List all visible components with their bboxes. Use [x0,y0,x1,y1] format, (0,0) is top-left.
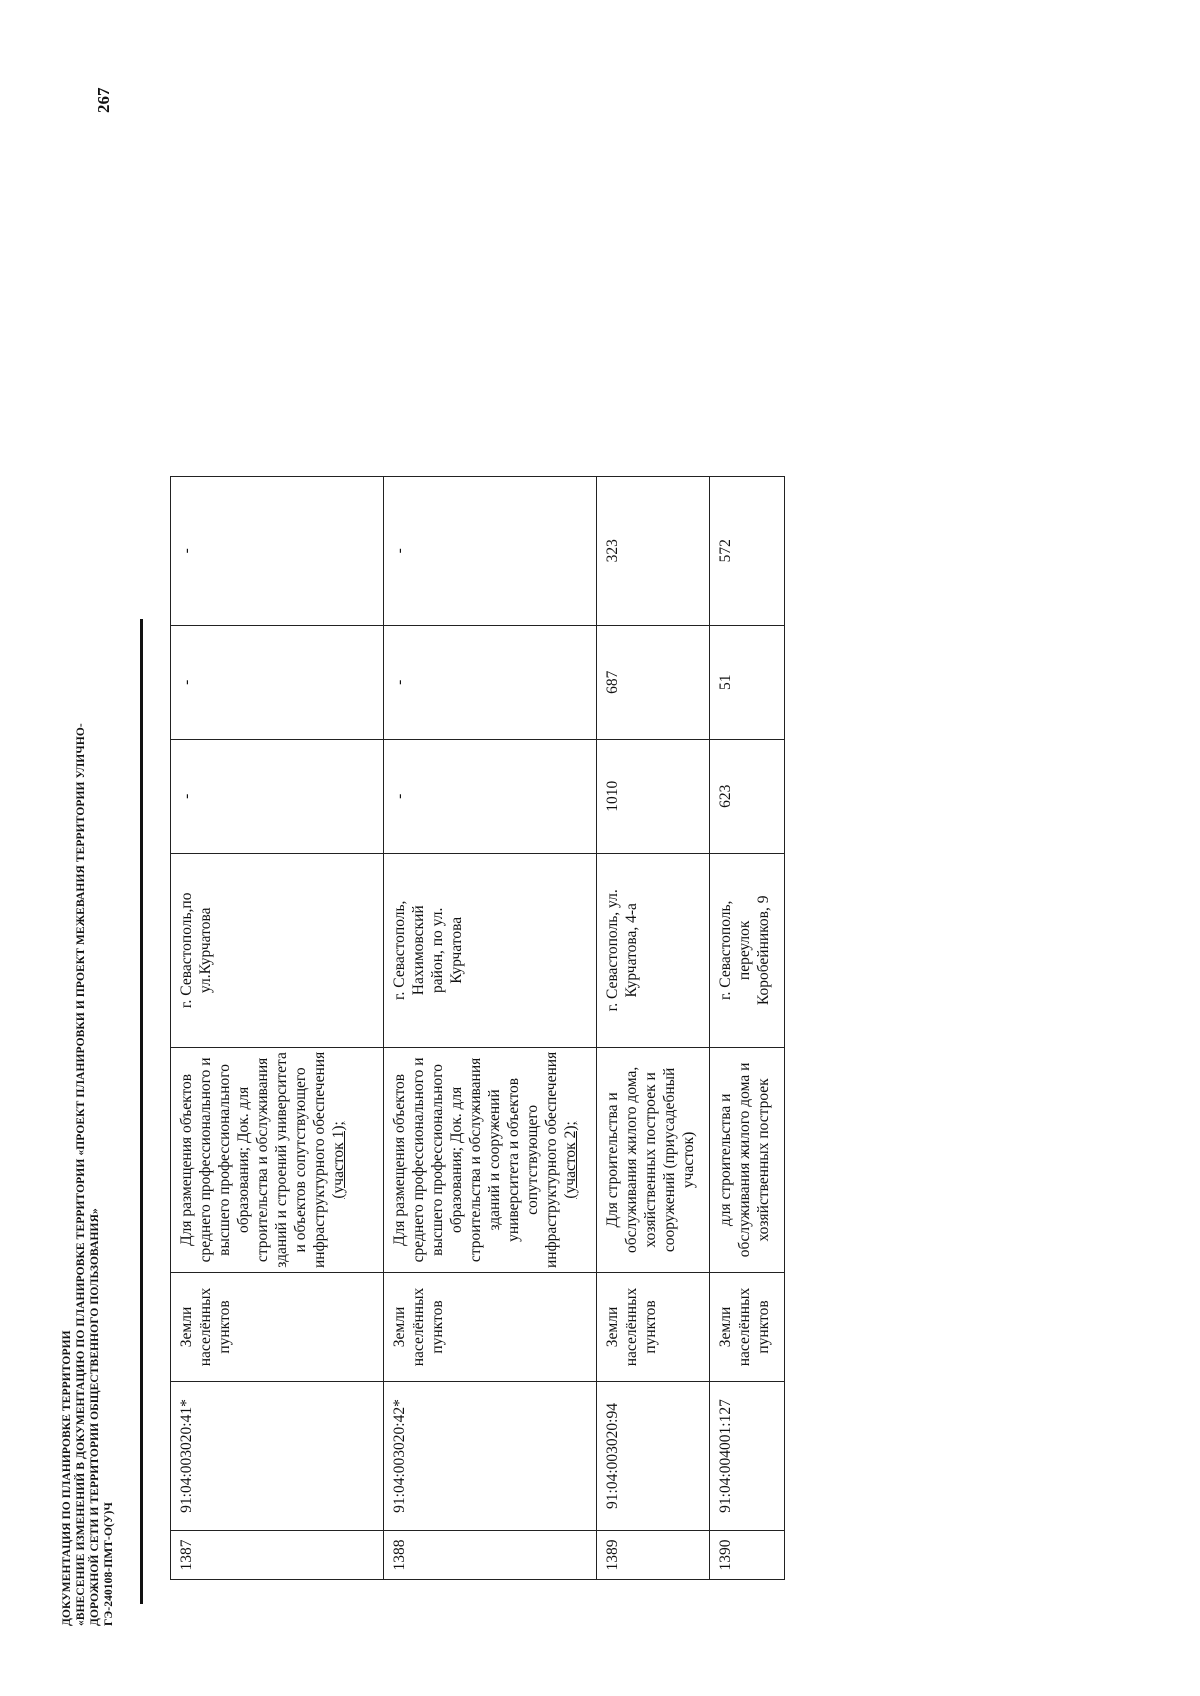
area-included-cell-text: - [391,679,408,685]
address-cell-line: Коробейников, 9 [755,895,772,1006]
permitted-use-cell-line: для строительства и [717,1093,734,1227]
permitted-use-cell-line: среднего профессионального и [410,1057,427,1263]
permitted-use-cell-line: хозяйственных построек и [642,1072,659,1248]
cadastral-number-cell-text: 91:04:003020:42* [391,1399,408,1513]
header-line: ГЭ-240108-ПМТ-О(У)Ч [103,1502,115,1626]
row-number-cell-text: 1388 [391,1539,408,1571]
address-cell-line: Нахимовский [410,905,427,996]
permitted-use-cell-line: Для строительства и [604,1092,621,1228]
address-cell [597,853,710,1047]
area-included-cell-text: 687 [604,670,621,694]
permitted-use-cell-line: среднего профессионального и [197,1057,214,1263]
land-category-cell-line: Земли [391,1306,408,1348]
land-category-cell-line: населённых [623,1287,640,1367]
address-cell-line: район, по ул. [429,907,446,993]
area-remaining-cell-text: 572 [717,539,734,563]
land-category-cell-line: Земли [178,1306,195,1348]
area-remaining-cell [171,476,384,625]
area-total-cell-text: 1010 [604,780,621,812]
permitted-use-cell-line: (участок 1); [330,1121,347,1199]
permitted-use-cell-line: строительства и обслуживания [467,1057,484,1263]
permitted-use-cell-line: Для размещения объектов [391,1073,408,1246]
permitted-use-cell [171,1047,384,1272]
address-cell-line: Курчатова [448,916,465,984]
permitted-use-cell-line: инфраструктурного обеспечения [311,1051,328,1268]
address-cell-line: переулок [736,920,753,981]
permitted-use-cell-line: университета и объектов [505,1077,522,1242]
header-line: «ВНЕСЕНИЕ ИЗМЕНЕНИЙ В ДОКУМЕНТАЦИЮ ПО ПЛАНИРОВКЕ ТЕРРИТОРИИ «ПРОЕКТ ПЛАНИРОВКИ И ПРОЕКТ МЕЖЕВАНИЯ ТЕРРИТОРИИ УЛИЧНО- [75,723,87,1626]
header-rule [140,619,143,1604]
header-line: ДОРОЖНОЙ СЕТИ И ТЕРРИТОРИИ ОБЩЕСТВЕННОГО ПОЛЬЗОВАНИЯ» [89,1208,101,1626]
area-total-cell [384,739,597,853]
permitted-use-cell [384,1047,597,1272]
area-total-cell-text: - [178,793,195,799]
area-total-cell [171,739,384,853]
land-plot-table [170,476,785,1580]
area-included-cell [710,625,785,739]
permitted-use-cell-line: зданий и сооружений [486,1089,503,1231]
area-remaining-cell-text: 323 [604,539,621,563]
permitted-use-cell-line: строительства и обслуживания [254,1057,271,1263]
cadastral-number-cell [171,1382,384,1531]
area-included-cell-text: 51 [717,674,734,691]
table-row [171,476,384,1579]
permitted-use-cell [710,1047,785,1272]
area-included-cell [171,625,384,739]
permitted-use-cell-line: зданий и строений университета [273,1052,290,1268]
cadastral-number-cell [710,1382,785,1531]
land-category-cell-line: пунктов [216,1300,233,1354]
table-body [171,476,785,1579]
area-remaining-cell-text: - [391,548,408,554]
area-remaining-cell [597,476,710,625]
table-row [384,476,597,1579]
land-category-cell [171,1273,384,1382]
permitted-use-cell-line: сопутствующего [524,1104,541,1215]
cadastral-number-cell [597,1382,710,1531]
area-total-cell-text: - [391,793,408,799]
area-total-cell [597,739,710,853]
cadastral-number-cell-text: 91:04:003020:94 [604,1403,621,1509]
permitted-use-cell-line: образования; Док. для [235,1086,252,1234]
permitted-use-cell-line: (участок 2); [562,1121,579,1199]
row-number-cell [384,1531,597,1580]
permitted-use-cell-line: высшего профессионального [429,1064,446,1256]
row-number-cell-text: 1387 [178,1539,195,1571]
permitted-use-cell-line: Для размещения объектов [178,1073,195,1246]
header-line: ДОКУМЕНТАЦИЯ ПО ПЛАНИРОВКЕ ТЕРРИТОРИИ [61,1330,73,1626]
permitted-use-cell-line: сооружений (приусадебный [661,1067,678,1253]
permitted-use-cell [597,1047,710,1272]
address-cell-line: г. Севастополь, ул. [604,889,621,1012]
address-cell-line: г. Севастополь,по [178,892,195,1009]
cadastral-number-cell [384,1382,597,1531]
address-cell-line: Курчатова, 4-а [623,903,640,998]
cadastral-number-cell-text: 91:04:003020:41* [178,1399,195,1513]
area-included-cell [597,625,710,739]
permitted-use-cell-line: хозяйственных построек [755,1078,772,1242]
row-number-cell [171,1531,384,1580]
land-category-cell-line: пунктов [642,1300,659,1354]
rotated-page-content [60,146,860,1626]
address-cell [171,853,384,1047]
area-remaining-cell-text: - [178,548,195,554]
area-included-cell-text: - [178,679,195,685]
land-category-cell-line: Земли [604,1306,621,1348]
address-cell-line: ул.Курчатова [197,907,214,994]
page-number: 267 [94,87,113,113]
permitted-use-cell-line: и объектов сопутствующего [292,1067,309,1253]
land-category-cell-line: населённых [736,1287,753,1367]
document-header [60,146,116,1626]
area-total-cell-text: 623 [717,784,734,808]
permitted-use-cell-line: обслуживания жилого дома, [623,1066,640,1254]
land-category-cell-line: Земли [717,1306,734,1348]
row-number-cell [597,1531,710,1580]
land-category-cell-line: пунктов [429,1300,446,1354]
address-cell [384,853,597,1047]
land-category-cell-line: пунктов [755,1300,772,1354]
area-remaining-cell [384,476,597,625]
area-included-cell [384,625,597,739]
land-category-cell [597,1273,710,1382]
permitted-use-cell-line: инфраструктурного обеспечения [543,1051,560,1268]
row-number-cell-text: 1390 [717,1539,734,1571]
area-remaining-cell [710,476,785,625]
table-row [597,476,710,1579]
address-cell-line: г. Севастополь, [717,900,734,1001]
land-category-cell [384,1273,597,1382]
land-category-cell-line: населённых [410,1287,427,1367]
permitted-use-cell-line: высшего профессионального [216,1064,233,1256]
address-cell-line: г. Севастополь, [391,900,408,1001]
table-row [710,476,785,1579]
permitted-use-cell-line: обслуживания жилого дома и [736,1062,753,1258]
area-total-cell [710,739,785,853]
row-number-cell [710,1531,785,1580]
land-category-cell [710,1273,785,1382]
address-cell [710,853,785,1047]
cadastral-number-cell-text: 91:04:004001:127 [717,1399,734,1513]
land-category-cell-line: населённых [197,1287,214,1367]
row-number-cell-text: 1389 [604,1539,621,1571]
permitted-use-cell-line: участок) [680,1131,697,1189]
permitted-use-cell-line: образования; Док. для [448,1086,465,1234]
